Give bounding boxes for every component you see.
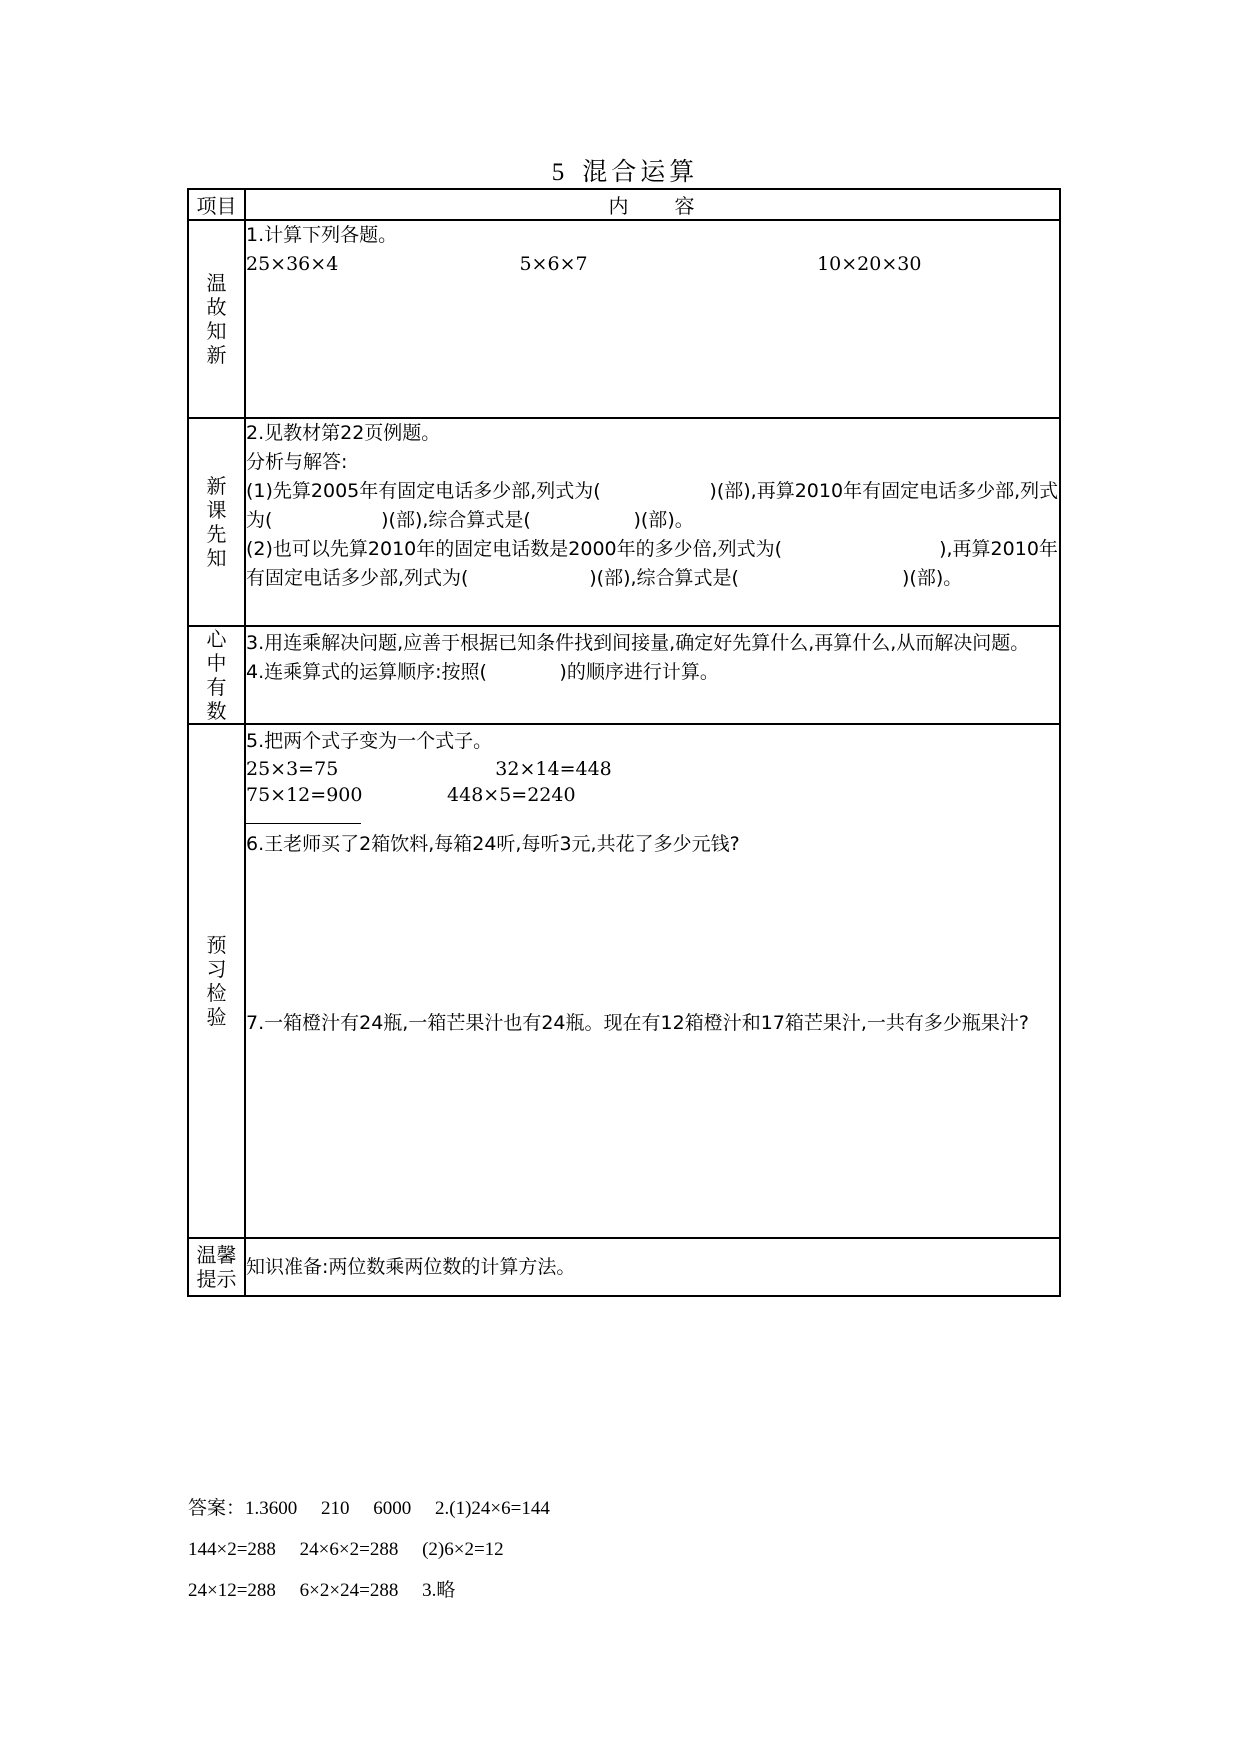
title-text: 混合运算 [582, 157, 699, 186]
question-1-expressions: 25×36×4 5×6×7 10×20×30 [246, 253, 922, 275]
row-label-tips: 温馨提示 [196, 1243, 237, 1291]
question-2: 2.见教材第22页例题。 [246, 422, 441, 444]
answer-space-6 [246, 859, 1059, 1009]
row-new-lesson [188, 418, 1060, 626]
answer-line-2: 144×2=288 24×6×2=288 (2)6×2=12 [188, 1539, 504, 1560]
row-preview-check [188, 724, 1060, 1238]
answer-key [188, 1488, 550, 1611]
row-label-key-points: 心中有数 [206, 627, 227, 723]
analysis-heading: 分析与解答: [246, 451, 348, 473]
header-row [188, 189, 1060, 220]
row-tips [188, 1238, 1060, 1296]
point-4: 4.连乘算式的运算顺序:按照( )的顺序进行计算。 [246, 661, 719, 683]
row-label-preview-check: 预习检验 [206, 933, 227, 1029]
question-1: 1.计算下列各题。 [246, 224, 398, 246]
answer-line-3: 24×12=288 6×2×24=288 3.略 [188, 1580, 456, 1601]
title-number: 5 [551, 159, 565, 186]
row-label-review: 温故知新 [206, 271, 227, 367]
header-content: 内 容 [245, 189, 1060, 220]
tip-text: 知识准备:两位数乘两位数的计算方法。 [246, 1255, 576, 1278]
row-review [188, 220, 1060, 418]
question-7: 7.一箱橙汁有24瓶,一箱芒果汁也有24瓶。现在有12箱橙汁和17箱芒果汁,一共有多少瓶果汁? [246, 1012, 1030, 1034]
worksheet-table [187, 188, 1061, 1297]
question-2-part-1: (1)先算2005年有固定电话多少部,列式为( )(部),再算2010年有固定电话多少部,列式为( )(部),综合算式是( )(部)。 [246, 480, 1059, 531]
answer-blank-line [246, 822, 361, 824]
question-5: 5.把两个式子变为一个式子。 [246, 730, 493, 752]
question-5-equations-a: 25×3=75 32×14=448 [246, 758, 612, 780]
row-label-new-lesson: 新课先知 [206, 474, 227, 570]
question-6: 6.王老师买了2箱饮料,每箱24听,每听3元,共花了多少元钱? [246, 833, 740, 855]
question-5-equations-b: 75×12=900 448×5=2240 [246, 784, 576, 806]
page-title [188, 152, 1062, 188]
point-3: 3.用连乘解决问题,应善于根据已知条件找到间接量,确定好先算什么,再算什么,从而解决问题。 [246, 632, 1030, 654]
row-key-points [188, 626, 1060, 724]
answer-line-1: 答案：1.3600 210 6000 2.(1)24×6=144 [188, 1498, 550, 1519]
question-2-part-2: (2)也可以先算2010年的固定电话数是2000年的多少倍,列式为( ),再算2010年有固定电话多少部,列式为( )(部),综合算式是( )(部)。 [246, 538, 1058, 589]
header-item: 项目 [188, 189, 245, 220]
